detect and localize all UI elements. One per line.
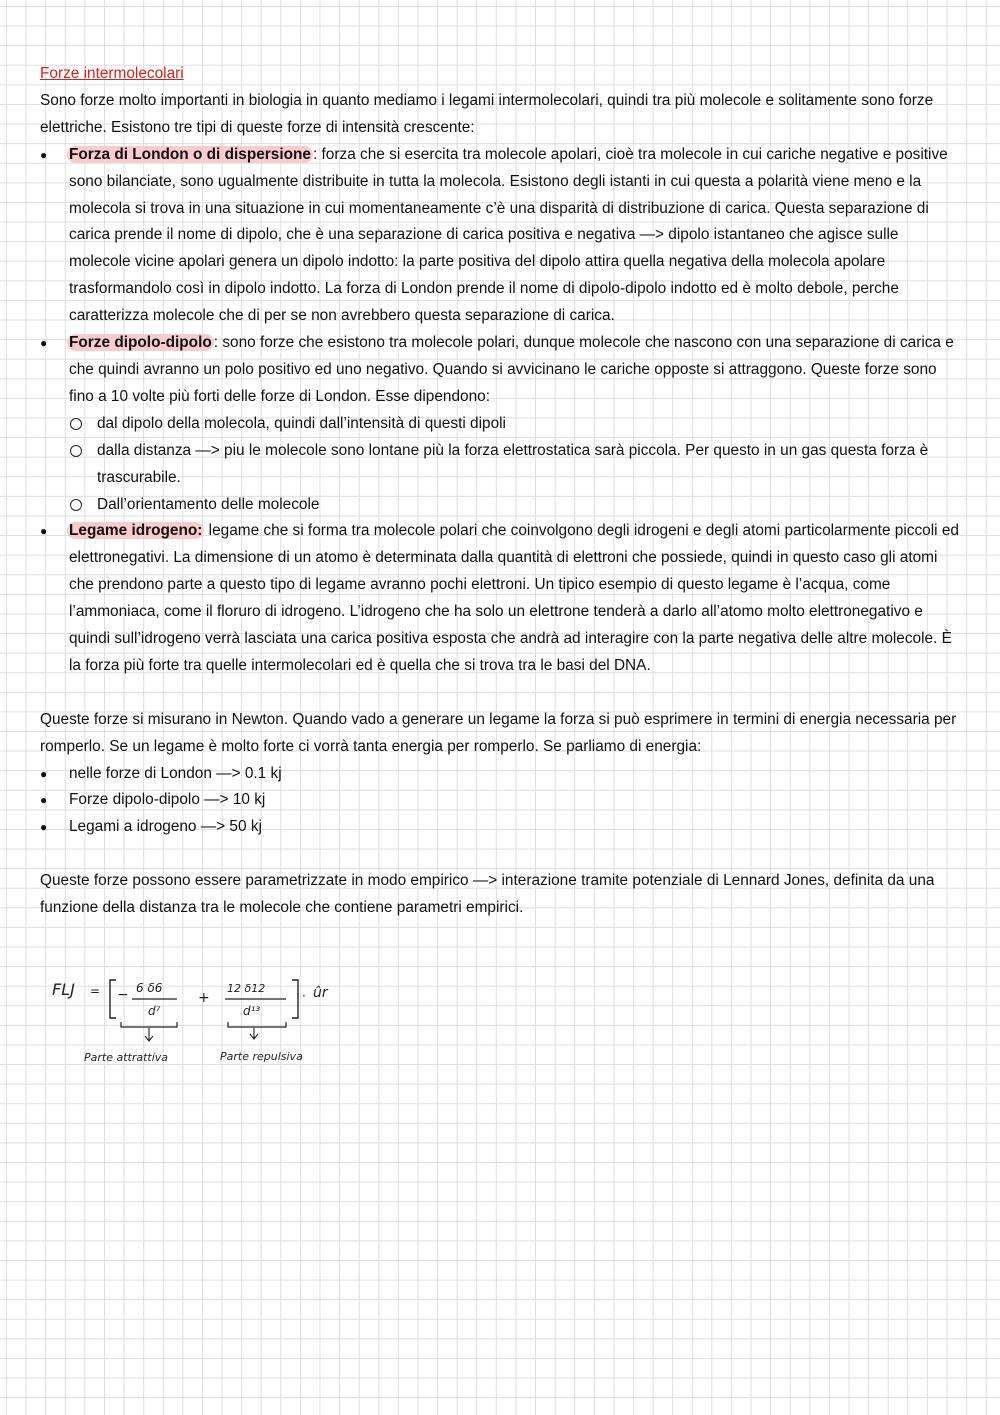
text-dipolo: : sono forze che esistono tra molecole polari, dunque molecole che nascono con una separazione di carica e che quindi avranno un polo positivo ed uno negativo. Quando si avvicinano le cariche opposte si attraggono. Queste forze sono fino a 10 volte più forti delle forze di London. Esse dipendono: (69, 334, 954, 405)
formula-plus: + (198, 990, 210, 1006)
numerator-attractive: 6 δ6 (136, 981, 163, 995)
underbrace-attractive (121, 1022, 177, 1027)
left-bracket (110, 980, 116, 1018)
right-bracket (292, 980, 298, 1018)
label-repulsive: Parte repulsiva (220, 1050, 303, 1063)
text-london: : forza che si esercita tra molecole apolari, cioè tra molecole in cui cariche negative e positive sono bilanciate, sono ugualmente distribuite in tutta la molecola. Esistono degli istanti in cui questa a polarità viene meno e la molecola si trova in una situazione in cui momentaneamente c’è una disparità di distribuzione di carica. Questa separazione di carica prende il nome di dipolo, che è una separazione di carica positiva e negativa —> dipolo istantaneo che agisce sulle molecole vicine apolari genera un dipolo indotto: la parte positiva del dipolo attira quella negativa della molecola apolare trasformandolo così in dipolo indotto. La forza di London prende il nome di dipolo-dipolo indotto ed è molto debole, perche caratterizza molecole che di per se non avrebbero questa separazione di carica. (69, 145, 948, 325)
term-dipolo: Forze dipolo-dipolo (69, 334, 212, 352)
formula-dot: · (302, 989, 306, 1003)
sublist-item: Dall’orientamento delle molecole (69, 492, 960, 519)
dipolo-sublist (69, 411, 960, 519)
formula-lhs: FLJ (52, 980, 75, 999)
list-item-idrogeno (40, 518, 960, 679)
arrow-repulsive (250, 1028, 258, 1039)
list-item-dipolo (40, 330, 960, 518)
denominator-attractive: d⁷ (148, 1004, 161, 1018)
text-idrogeno: legame che si forma tra molecole polari che coinvolgono degli idrogeni e degli atomi particolarmente piccoli ed elettronegativi. La dimensione di un atomo è determinata dalla quantità di elettroni che possiede, quindi in questo caso gli atomi che prendono parte a questo tipo di legame avranno pochi elettroni. Un tipico esempio di questo legame è l’acqua, come l’ammoniaca, come il floruro di idrogeno. L’idrogeno che ha solo un elettrone tenderà a darlo all’atomo molto elettronegativo e quindi sull’idrogeno verrà lasciata una carica positiva esposta che andrà ad interagire con la parte negativa delle altre molecole. È la forza più forte tra quelle intermolecolari ed è quella che si trova tra le basi del DNA. (69, 522, 959, 674)
measure-paragraph: Queste forze si misurano in Newton. Quando vado a generare un legame la forza si può esprimere in termini di energia necessaria per romperlo. Se un legame è molto forte ci vorrà tanta energia per romperlo. Se parliamo di energia: (40, 710, 957, 755)
lennard-jones-paragraph: Queste forze possono essere parametrizzate in modo empirico —> interazione tramite potenziale di Lennard Jones, definita da una funzione della distanza tra le molecole che contiene parametri empirici. (40, 872, 935, 917)
energy-item: ● Forze dipolo-dipolo —> 10 kj (40, 787, 960, 814)
formula-equals: = (90, 984, 101, 998)
energy-item: ● Legami a idrogeno —> 50 kj (40, 814, 960, 841)
unit-vector: ûr (313, 985, 328, 1001)
sublist-item: dal dipolo della molecola, quindi dall’intensità di questi dipoli (69, 411, 960, 438)
document-page (40, 61, 960, 922)
numerator-repulsive: 12 δ12 (227, 982, 266, 995)
intro-paragraph: Sono forze molto importanti in biologia in quanto mediamo i legami intermolecolari, quindi tra più molecole e solitamente sono forze elettriche. Esistono tre tipi di queste forze di intensità crescente: (40, 91, 934, 136)
sublist-item: dalla distanza —> piu le molecole sono lontane più la forza elettrostatica sarà piccola. Per questo in un gas questa forza è trascurabile. (69, 438, 960, 492)
term-idrogeno: Legame idrogeno: (69, 522, 203, 540)
underbrace-repulsive (228, 1022, 286, 1027)
formula-minus: − (117, 987, 129, 1003)
list-item-london (40, 142, 960, 330)
page-title: Forze intermolecolari (40, 65, 184, 82)
energy-list (40, 761, 960, 842)
term-london: Forza di London o di dispersione (69, 145, 311, 163)
handwritten-formula (50, 970, 370, 1080)
energy-item: ● nelle forze di London —> 0.1 kj (40, 761, 960, 788)
label-attractive: Parte attrattiva (84, 1051, 169, 1064)
arrow-attractive (145, 1028, 153, 1041)
forces-list (40, 142, 960, 680)
denominator-repulsive: d¹³ (243, 1004, 261, 1018)
